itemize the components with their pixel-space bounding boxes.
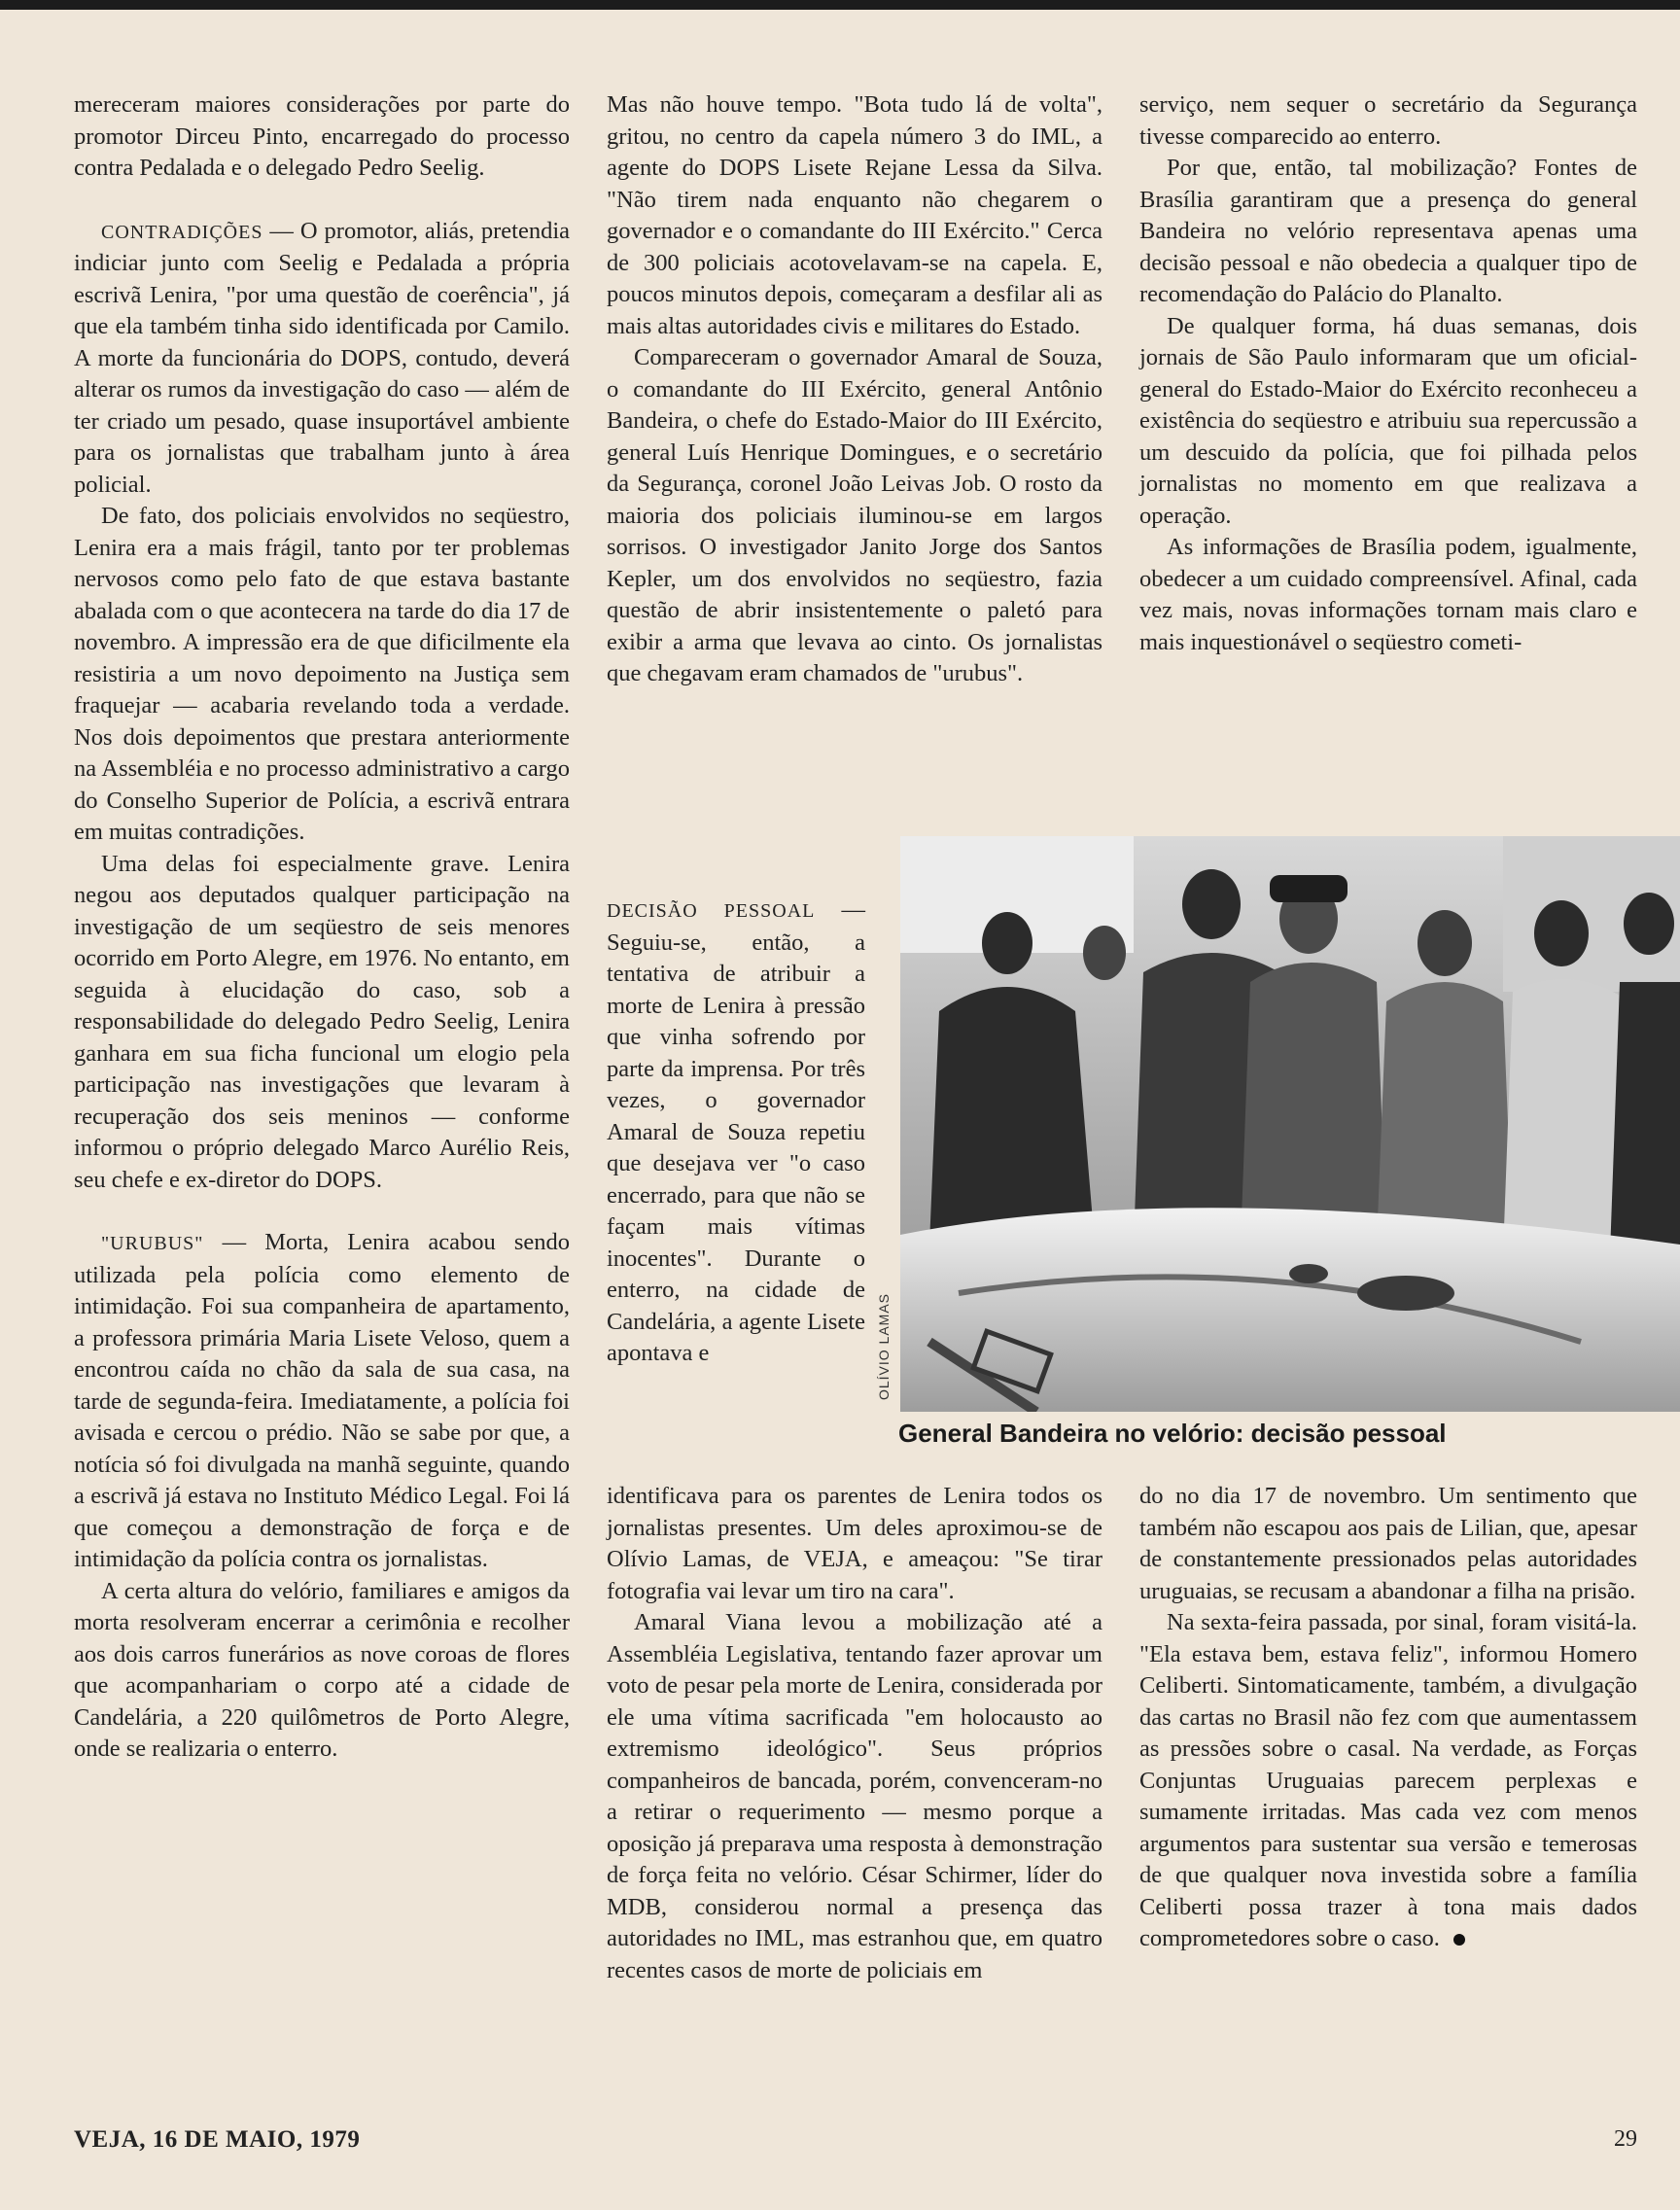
section-kicker: CONTRADIÇÕES xyxy=(101,221,263,243)
photo-credit xyxy=(873,1293,894,1400)
paragraph: De qualquer forma, há duas semanas, dois jornais de São Paulo informaram que um oficial-general do Estado-Maior do Exército reconheceu a existência do seqüestro e atribuiu sua repercussão a um descuido da polícia, que foi pilhada pelos jornalistas no momento em que realizava a operação. xyxy=(1139,312,1637,529)
column-3-top xyxy=(1139,89,1637,658)
paragraph xyxy=(1139,1607,1637,1955)
paragraph: De fato, dos policiais envolvidos no seqüestro, Lenira era a mais frágil, tanto por ter problemas nervosos como pelo fato de que estava bastante abalada com o que acontecera na tarde do dia 17 de novembro. A impressão era de que dificilmente ela resistiria a um novo depoimento na Justiça sem fraquejar — acabaria revelando toda a verdade. Nos dois depoimentos que prestara anteriormente na Assembléia e no processo administrativo a cargo do Conselho Superior de Polícia, a escrivã entrara em muitas contradições. xyxy=(74,503,570,845)
paragraph-text: — Morta, Lenira acabou sendo utilizada pela polícia como elemento de intimidação. Foi sua companheira de apartamento, a professora primária Maria Lisete Veloso, quem a encontrou caída no chão da sala de sua casa, na tarde de segunda-feira. Imediatamente, a polícia foi avisada e cercou o prédio. Não se sabe por que, a notícia só foi divulgada na manhã seguinte, quando a escrivã já estava no Instituto Médico Legal. Foi lá que começou a demonstração de força e de intimidação da polícia contra os jornalistas. xyxy=(74,1229,570,1572)
photo-credit-text: OLÍVIO LAMAS xyxy=(876,1292,892,1401)
paragraph xyxy=(607,895,865,1370)
paragraph: Por que, então, tal mobilização? Fontes de Brasília garantiram que a presença do general Bandeira no velório representava apenas uma decisão pessoal e não obedecia a qualquer tipo de recomendação do Palácio do Planalto. xyxy=(1139,155,1637,307)
photo-caption: General Bandeira no velório: decisão pessoal xyxy=(898,1419,1447,1448)
column-2-narrow xyxy=(607,895,865,1370)
section-kicker: "URUBUS" xyxy=(101,1233,204,1254)
paragraph-text: — Seguiu-se, então, a tentativa de atribuir a morte de Lenira à pressão que vinha sofrendo por parte da imprensa. Por três vezes, o governador Amaral de Souza repetiu que desejava ver "o caso encerrado, para que não se façam mais vítimas inocentes". Durante o enterro, na cidade de Candelária, a agente Lisete apontava e xyxy=(607,896,866,1366)
paragraph: Uma delas foi especialmente grave. Lenira negou aos deputados qualquer participação na investigação de um seqüestro de seis menores ocorrido em Porto Alegre, em 1976. No entanto, em seguida à elucidação do caso, sob a responsabilidade do delegado Pedro Seelig, Lenira ganhara em sua ficha funcional um elogio pela participação nas investigações que levaram à recuperação dos seis meninos — conforme informou o próprio delegado Marco Aurélio Reis, seu chefe e ex-diretor do DOPS. xyxy=(74,850,570,1193)
paragraph: As informações de Brasília podem, igualmente, obedecer a um cuidado compreensível. Afinal, cada vez mais, novas informações tornam mais claro e mais inquestionável o seqüestro cometi- xyxy=(1139,534,1637,655)
paragraph xyxy=(74,216,570,502)
paragraph xyxy=(74,1227,570,1576)
publication-footer: VEJA, 16 DE MAIO, 1979 xyxy=(74,2126,361,2153)
column-2-bottom xyxy=(607,1481,1102,1986)
photo-illustration xyxy=(900,836,1680,1412)
paragraph: A certa altura do velório, familiares e amigos da morta resolveram encerrar a cerimônia e recolher aos dois carros funerários as nove coroas de flores que acompanhariam o corpo até a cidade de Candelária, a 220 quilômetros de Porto Alegre, onde se realizaria o enterro. xyxy=(74,1577,570,1762)
paragraph: identificava para os parentes de Lenira todos os jornalistas presentes. Um deles aproximou-se de Olívio Lamas, de VEJA, e ameaçou: "Se tirar fotografia vai levar um tiro na cara". xyxy=(607,1483,1102,1604)
section-kicker: DECISÃO PESSOAL xyxy=(607,900,816,922)
end-mark-icon xyxy=(1453,1934,1465,1946)
top-rule xyxy=(0,0,1680,10)
paragraph: mereceram maiores considerações por parte do promotor Dirceu Pinto, encarregado do processo contra Pedalada e o delegado Pedro Seelig. xyxy=(74,91,570,181)
paragraph: Amaral Viana levou a mobilização até a Assembléia Legislativa, tentando fazer aprovar um voto de pesar pela morte de Lenira, considerada por ele uma vítima sacrificada "em holocausto ao extremismo ideológico". Seus próprios companheiros de bancada, porém, convenceram-no a retirar o requerimento — mesmo porque a oposição já preparava uma resposta à demonstração de força feita no velório. César Schirmer, líder do MDB, considerou normal a presença das autoridades no IML, mas estranhou que, em quatro recentes casos de morte de policiais em xyxy=(607,1609,1102,1983)
paragraph: do no dia 17 de novembro. Um sentimento que também não escapou aos pais de Lilian, que, apesar de constantemente pressionados pelas autoridades uruguaias, se recusam a abandonar a filha na prisão. xyxy=(1139,1483,1637,1604)
column-3-bottom xyxy=(1139,1481,1637,1955)
paragraph-text: Na sexta-feira passada, por sinal, foram visitá-la. "Ela estava bem, estava feliz", informou Homero Celiberti. Sintomaticamente, também, a divulgação das cartas no Brasil não fez com que aumentassem as pressões sobre o casal. Na verdade, as Forças Conjuntas Uruguaias parecem perplexas e sumamente irritadas. Mas cada vez com menos argumentos para sustentar sua versão e temerosas de que qualquer nova investida sobre a família Celiberti possa trazer à tona mais dados comprometedores sobre o caso. xyxy=(1139,1609,1637,1951)
column-2-top xyxy=(607,89,1102,690)
page-number: 29 xyxy=(1614,2126,1637,2152)
paragraph-text: — O promotor, aliás, pretendia indiciar junto com Seelig e Pedalada a própria escrivã Lenira, "por uma questão de coerência", já que ela também tinha sido identificada por Camilo. A morte da funcionária do DOPS, contudo, deverá alterar os rumos da investigação do caso — além de ter criado um pesado, quase insuportável ambiente para os jornalistas que trabalham junto à área policial. xyxy=(74,217,570,498)
column-1 xyxy=(74,89,570,1766)
news-photo xyxy=(900,836,1680,1412)
paragraph: Compareceram o governador Amaral de Souza, o comandante do III Exército, general Antônio Bandeira, o chefe do Estado-Maior do III Exército, general Luís Henrique Domingues, e o secretário da Segurança, coronel João Leivas Job. O rosto da maioria dos policiais iluminou-se em largos sorrisos. O investigador Janito Jorge dos Santos Kepler, um dos envolvidos no seqüestro, fazia questão de abrir insistentemente o paletó para exibir a arma que levava ao cinto. Os jornalistas que chegavam eram chamados de "urubus". xyxy=(607,344,1102,686)
paragraph: serviço, nem sequer o secretário da Segurança tivesse comparecido ao enterro. xyxy=(1139,91,1637,150)
paragraph: Mas não houve tempo. "Bota tudo lá de volta", gritou, no centro da capela número 3 do IML, a agente do DOPS Lisete Rejane Lessa da Silva. "Não tirem nada enquanto não chegarem o governador e o comandante do III Exército." Cerca de 300 policiais acotovelavam-se na capela. E, poucos minutos depois, começaram a desfilar ali as mais altas autoridades civis e militares do Estado. xyxy=(607,91,1102,339)
